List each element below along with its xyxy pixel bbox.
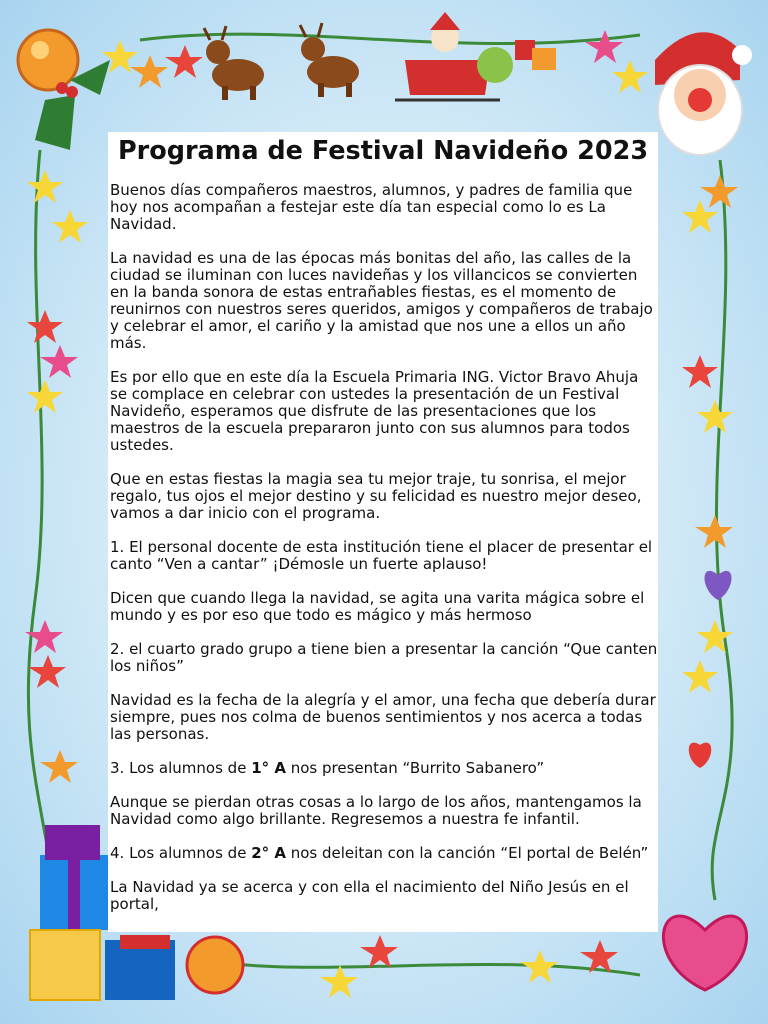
heart-icon [705,571,732,600]
page-title: Programa de Festival Navideño 2023 [117,136,649,166]
paragraph-greeting: Buenos días compañeros maestros, alumnos, y padres de familia que hoy nos acompañan a festejar este día tan especial como lo es La Navidad. [110,182,633,233]
reindeer-icon [300,23,359,97]
program-item-2: 2. el cuarto grado grupo a tiene bien a presentar la canción “Que canten los niños” [110,640,658,675]
paragraph-joy: Navidad es la fecha de la alegría y el amor, una fecha que debería durar siempre, pues nos colma de buenos sentimientos y nos acerca a todas las personas. [110,691,656,743]
item-3-suffix: nos presentan “Burrito Sabanero” [285,759,545,777]
program-item-4 [110,845,658,862]
paragraph-school: Es por ello que en este día la Escuela Primaria ING. Victor Bravo Ahuja se complace en celebrar con ustedes la presentación de un Festival Navideño, esperamos que disfrute de las presentaciones que los maestros de la escuela prepararon junto con sus alumnos para todos ustedes. [110,368,639,454]
santa-sleigh-icon [395,12,556,100]
paragraph-wishes: Que en estas fiestas la magia sea tu mejor traje, tu sonrisa, el mejor regalo, tus ojos el mejor destino y su felicidad es nuestro mejor deseo, vamos a dar inicio con el programa. [110,470,642,522]
reindeer-icon [204,26,264,100]
program-item-3 [110,760,658,777]
paragraph-christmas: La navidad es una de las épocas más bonitas del año, las calles de la ciudad se iluminan con luces navideñas y los villancicos se convierten en la banda sonora de estas entrañables fiestas, es el momento de reunirnos con nuestros seres queridos, amigos y compañeros de trabajo y celebrar el amor, el cariño y la amistad que nos une a ellos un año más. [110,249,653,352]
program-text [110,182,658,932]
program-item-1: 1. El personal docente de esta institución tiene el placer de presentar el canto “Ven a cantar” ¡Démosle un fuerte aplauso! [110,538,653,573]
ornament-icon [18,30,78,90]
paragraph-magic: Dicen que cuando llega la navidad, se agita una varita mágica sobre el mundo y es por eso que todo es mágico y más hermoso [110,589,645,624]
paragraph-nativity: La Navidad ya se acerca y con ella el nacimiento del Niño Jesús en el portal, [110,878,629,913]
item-4-suffix: nos deleitan con la canción “El portal de Belén” [285,844,649,862]
heart-icon [663,916,746,990]
item-3-group: 1° A [251,759,286,777]
item-4-group: 2° A [251,844,286,862]
santa-face-icon [655,32,752,155]
item-3-prefix: 3. Los alumnos de [110,759,252,777]
paragraph-faith: Aunque se pierdan otras cosas a lo largo de los años, mantengamos la Navidad como algo brillante. Regresemos a nuestra fe infantil. [110,793,642,828]
heart-icon [689,743,712,768]
item-4-prefix: 4. Los alumnos de [110,844,252,862]
